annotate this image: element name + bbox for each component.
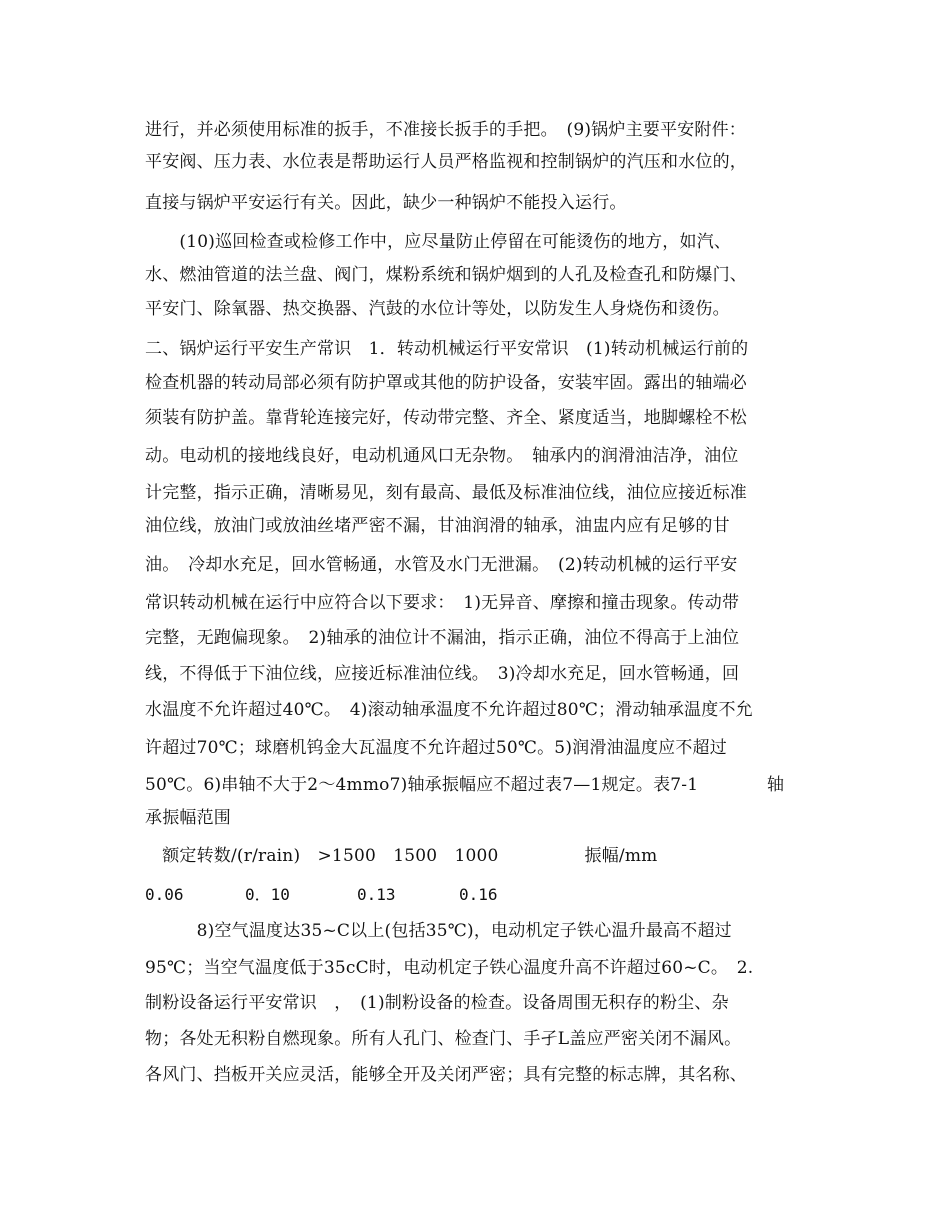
body-text-line: 平安阀、压力表、水位表是帮助运行人员严格监视和控制锅炉的汽压和水位的， <box>145 152 747 172</box>
body-text-line: 油。 冷却水充足，回水管畅通，水管及水门无泄漏。 (2)转动机械的运行平安 <box>145 555 738 575</box>
body-text-line: 承振幅范围 <box>145 808 231 828</box>
body-text-line: 须装有防护盖。靠背轮连接完好，传动带完整、齐全、紧度适当，地脚螺栓不松 <box>145 408 747 428</box>
body-text-line: 制粉设备运行平安常识 ， (1)制粉设备的检查。设备周围无积存的粉尘、杂 <box>145 993 729 1013</box>
body-text-line: 水温度不允许超过40℃。 4)滚动轴承温度不允许超过80℃；滑动轴承温度不允 <box>145 700 753 720</box>
body-text-line: 许超过70℃；球磨机钨金大瓦温度不允许超过50℃。5)润滑油温度应不超过 <box>145 738 727 758</box>
body-text-line: 平安门、除氧器、热交换器、汽鼓的水位计等处，以防发生人身烧伤和烫伤。 <box>145 299 730 319</box>
body-text-line: 95℃；当空气温度低于35cC时，电动机定子铁心温度升高不许超过60~C。 2. <box>145 958 754 978</box>
body-text-line: 物；各处无积粉自燃现象。所有人孔门、检查门、手孑L盖应严密关闭不漏风。 <box>145 1029 742 1049</box>
body-text-line: 油位线，放油门或放油丝堵严密不漏，甘油润滑的轴承，油盅内应有足够的甘 <box>145 516 730 536</box>
body-text-line: 8)空气温度达35~C以上(包括35℃)，电动机定子铁心温升最高不超过 <box>145 921 732 941</box>
body-text-line: 常识转动机械在运行中应符合以下要求： 1)无异音、摩擦和撞击现象。传动带 <box>145 593 740 613</box>
body-text-line: 线，不得低于下油位线，应接近标准油位线。 3)冷却水充足，回水管畅通，回 <box>145 664 740 684</box>
table-header-line: 额定转数/(r/rain) >1500 1500 1000 振幅/mm <box>145 846 658 866</box>
body-text-line: (10)巡回检查或检修工作中，应尽量防止停留在可能烫伤的地方，如汽、 <box>145 232 732 252</box>
body-text-line: 动。电动机的接地线良好，电动机通风口无杂物。 轴承内的润滑油洁净，油位 <box>145 446 739 466</box>
amplitude-value: 0.16 <box>459 885 498 904</box>
body-text-line: 完整，无跑偏现象。 2)轴承的油位计不漏油，指示正确，油位不得高于上油位 <box>145 628 740 648</box>
body-text-line: 各风门、挡板开关应灵活，能够全开及关闭严密；具有完整的标志牌，其名称、 <box>145 1065 747 1085</box>
body-text-line: 计完整，指示正确，清晰易见，刻有最高、最低及标准油位线，油位应接近标准 <box>145 483 747 503</box>
table-values-row <box>145 882 810 908</box>
body-text-line: 直接与锅炉平安运行有关。因此，缺少一种锅炉不能投入运行。 <box>145 193 627 213</box>
body-text-line: 进行，并必须使用标准的扳手，不准接长扳手的手把。 (9)锅炉主要平安附件： <box>145 120 746 140</box>
body-text-line: 水、燃油管道的法兰盘、阀门，煤粉系统和锅炉烟到的人孔及检查孔和防爆门、 <box>145 265 747 285</box>
amplitude-value: 0.06 <box>145 885 184 904</box>
section-heading-line: 二、锅炉运行平安生产常识 1．转动机械运行平安常识 (1)转动机械运行前的 <box>145 339 749 359</box>
body-text-line: 50℃。6)串轴不大于2～4mmo7)轴承振幅应不超过表7—1规定。表7-1 轴 <box>145 775 785 795</box>
amplitude-value: 0．10 <box>245 885 290 904</box>
amplitude-value: 0.13 <box>357 885 396 904</box>
body-text-line: 检查机器的转动局部必须有防护罩或其他的防护设备，安装牢固。露出的轴端必 <box>145 373 747 393</box>
